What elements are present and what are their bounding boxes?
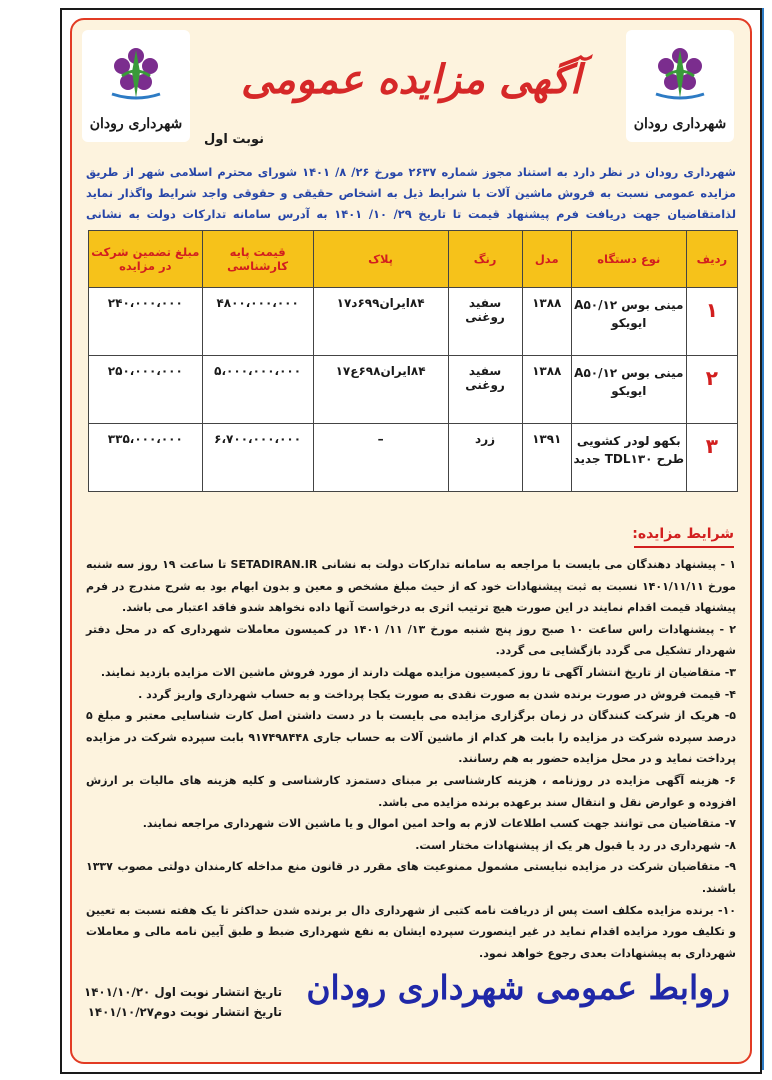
color: زرد <box>448 424 522 492</box>
model: ۱۳۹۱ <box>522 424 571 492</box>
conditions-list <box>86 554 736 964</box>
base-price: ۶،۷۰۰،۰۰۰،۰۰۰ <box>202 424 313 492</box>
table-row <box>89 424 738 492</box>
condition-item: ۶- هزینه آگهی مزایده در روزنامه ، هزینه کارشناسی بر مبنای دستمزد کارشناسی و کلیه هزینه های مالیات بر ارزش افزوده و عوارض نقل و انتقال سند برعهده برنده مزایده می باشد. <box>86 773 736 809</box>
row-number: ۳ <box>686 424 737 492</box>
notice-body <box>70 18 752 1064</box>
col-header-device: نوع دستگاه <box>571 231 686 288</box>
condition-item: ۹- متقاضیان شرکت در مزایده نبایستی مشمول ممنوعیت های مقرر در قانون منع مداخله کارمندان دولتی مصوب ۱۳۳۷ باشند. <box>86 860 736 895</box>
col-header-color: رنگ <box>448 231 522 288</box>
conditions-title: شرایط مزایده: <box>632 526 734 542</box>
notice-frame <box>60 8 762 1074</box>
device-type: بکهو لودر کشویی طرح TDL۱۳۰ جدید <box>571 424 686 492</box>
color: سفید روغنی <box>448 356 522 424</box>
row-number: ۱ <box>686 288 737 356</box>
intro-text: شهرداری رودان در نظر دارد به استناد مجوز شماره ۲۶۳۷ مورخ ۲۶/ ۸/ ۱۴۰۱ شورای محترم اسلامی شهر از طریق مزایده عمومی نسبت به فروش ماشین آلات با شرایط ذیل به اشخاص حقیقی و حقوقی واجد شرایط واگذار نماید لذامتقاضیان جهت دریافت فرم پیشنهاد قیمت تا تاریخ ۲۹/ ۱۰/ ۱۴۰۱ به آدرس سامانه تدارکات دولت به نشانی <box>86 165 736 221</box>
base-price: ۵،۰۰۰،۰۰۰،۰۰۰ <box>202 356 313 424</box>
model: ۱۳۸۸ <box>522 356 571 424</box>
table-row <box>89 288 738 356</box>
public-relations-signature: روابط عمومی شهرداری رودان <box>306 968 730 1007</box>
condition-item: ۱۰- برنده مزایده مکلف است پس از دریافت نامه کتبی از شهرداری دال بر برنده شدن حداکثر تا یک هفته نسبت به تعیین و تکلیف مورد مزایده اقدام نماید در غیر اینصورت سپرده ایشان به نفع شهرداری ضبط و طبق آیین نامه مالی و معاملات شهرداری به پیشنهادات بعدی رجوع خواهد نمود. <box>86 903 736 960</box>
deposit: ۳۳۵،۰۰۰،۰۰۰ <box>89 424 203 492</box>
round-label: نوبت اول <box>204 132 265 147</box>
row-number: ۲ <box>686 356 737 424</box>
col-header-plate: پلاک <box>313 231 448 288</box>
model: ۱۳۸۸ <box>522 288 571 356</box>
condition-item: ۱ - پیشنهاد دهندگان می بایست با مراجعه به سامانه تدارکات دولت به نشانی SETADIRAN.IR تا ساعت ۱۹ روز سه شنبه مورخ ۱۴۰۱/۱۱/۱۱ نسبت به ثبت پیشنهادات خود که از حیث مبلغ مشخص و معین و بدون ابهام بود به شرح مندرج در فرم پیشنهاد قیمت اقدام نمایند در این صورت هیچ ترتیب اثری به درخواست آنها داده نخواهد شدو فاقد اعتبار می باشد. <box>86 558 736 615</box>
col-header-deposit: مبلغ تضمین شرکت در مزایده <box>89 231 203 288</box>
color: سفید روغنی <box>448 288 522 356</box>
condition-item: ۸- شهرداری در رد یا قبول هر یک از پیشنهادات مختار است. <box>415 838 736 852</box>
first-publication-date: تاریخ انتشار نوبت اول ۱۴۰۱/۱۰/۲۰ <box>84 985 283 999</box>
condition-item: ۵- هریک از شرکت کنندگان در زمان برگزاری مزایده می بایست با در دست داشتن اصل کارت شناسایی معتبر و مبلغ ۵ درصد سپرده شرکت در مزایده را بابت هر کدام از ماشین آلات به حساب جاری ۹۱۷۴۹۸۴۴۸ بابت سپرده شرکت در مزایده پرداخت نماید و در محل مزایده حضور به هم رسانند. <box>86 709 736 766</box>
condition-item: ۳- متقاضیان از تاریخ انتشار آگهی تا روز کمیسیون مزایده مهلت دارند از مورد فروش ماشین الات مزایده بازدید نمایند. <box>100 665 736 679</box>
page-edge-strip <box>762 8 772 1070</box>
deposit: ۲۴۰،۰۰۰،۰۰۰ <box>89 288 203 356</box>
publication-dates <box>84 982 282 1022</box>
conditions-title-underline <box>634 546 734 548</box>
notice-title: آگهی مزایده عمومی <box>241 56 581 103</box>
logo-label: شهرداری رودان <box>89 116 183 132</box>
plate: ۸۴ایران۶۹۹د۱۷ <box>313 288 448 356</box>
condition-item: ۴- قیمت فروش در صورت برنده شدن به صورت نقدی به صورت یکجا پرداخت و به حساب شهرداری واریز گردد . <box>138 687 736 701</box>
table-header-row <box>89 231 738 288</box>
deposit: ۲۵۰،۰۰۰،۰۰۰ <box>89 356 203 424</box>
device-type: مینی بوس A۵۰/۱۲ ایویکو <box>571 356 686 424</box>
col-header-model: مدل <box>522 231 571 288</box>
table-row <box>89 356 738 424</box>
condition-item: ۲ - پیشنهادات راس ساعت ۱۰ صبح روز پنج شنبه مورخ ۱۳/ ۱۱/ ۱۴۰۱ در کمیسون معاملات شهرداری که در محل دفتر شهردار تشکیل می گردد بازگشایی می گردد. <box>86 622 736 658</box>
col-header-row-number: ردیف <box>686 231 737 288</box>
device-type: مینی بوس A۵۰/۱۲ ایویکو <box>571 288 686 356</box>
plate: ۸۴ایران۶۹۸ع۱۷ <box>313 356 448 424</box>
second-publication-date: تاریخ انتشار نوبت دوم۱۴۰۱/۱۰/۲۷ <box>87 1005 283 1019</box>
base-price: ۴۸۰۰،۰۰۰،۰۰۰ <box>202 288 313 356</box>
items-table <box>88 230 738 492</box>
plate: – <box>313 424 448 492</box>
col-header-base-price: قیمت پایه کارشناسی <box>202 231 313 288</box>
logo-label: شهرداری رودان <box>633 116 727 132</box>
condition-item: ۷- متقاضیان می توانند جهت کسب اطلاعات لازم به واحد امین اموال و یا ماشین الات شهرداری مراجعه نمایند. <box>142 817 736 831</box>
